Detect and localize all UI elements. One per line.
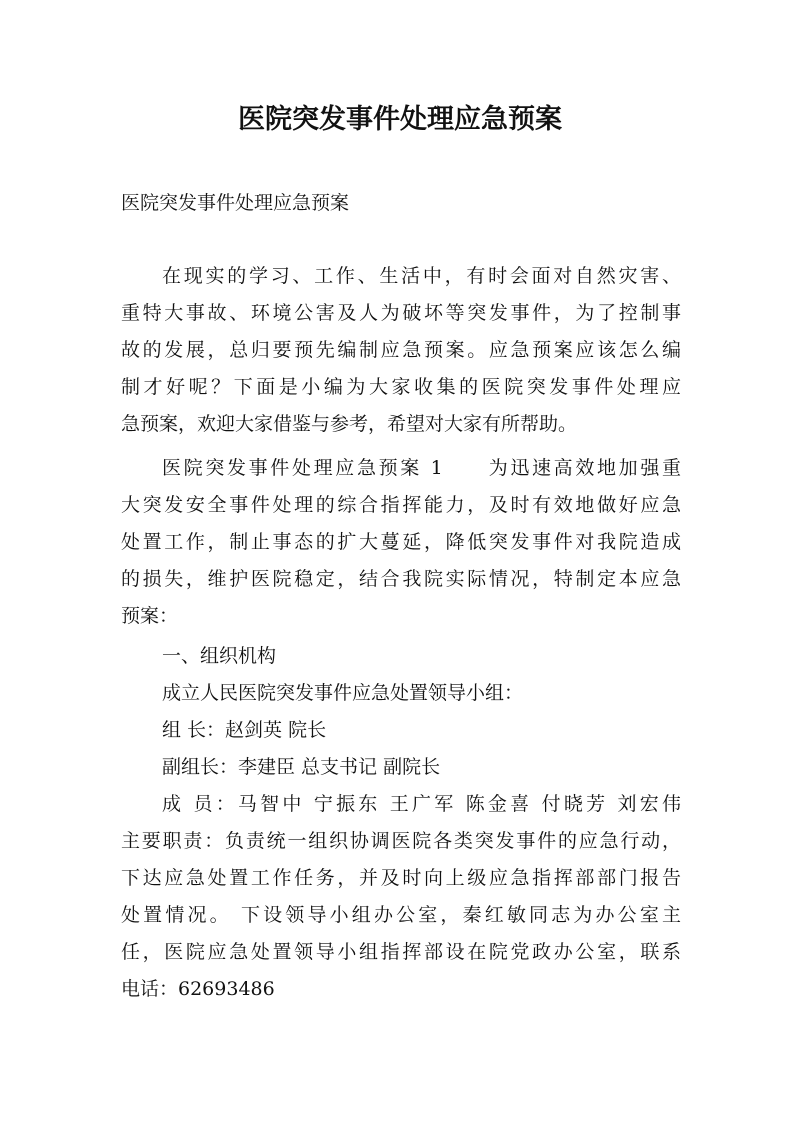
duty-line: 主要职责：负责统一组织协调医院各类突发事件的应急行动， <box>121 830 681 852</box>
duty-line: 电话：62693486 <box>121 978 275 1000</box>
group-leader: 组 长：赵剑英 院长 <box>162 719 327 741</box>
section1-paragraph <box>121 450 681 635</box>
document-title: 医院突发事件处理应急预案 <box>238 104 562 135</box>
intro-line: 故的发展，总归要预先编制应急预案。应急预案应该怎么编 <box>121 339 681 361</box>
section1-line: 预案： <box>121 605 179 627</box>
duty-paragraph <box>121 823 681 1008</box>
duty-line: 下达应急处置工作任务，并及时向上级应急指挥部部门报告 <box>121 867 681 889</box>
section1-line: 医院突发事件处理应急预案 1 为迅速高效地加强重 <box>162 457 681 479</box>
duty-line: 处置情况。 下设领导小组办公室，秦红敏同志为办公室主 <box>121 904 681 926</box>
intro-line: 急预案，欢迎大家借鉴与参考，希望对大家有所帮助。 <box>121 413 578 435</box>
organization-section <box>121 638 681 823</box>
vice-leader: 副组长：李建臣 总支书记 副院长 <box>162 756 441 778</box>
document-subtitle: 医院突发事件处理应急预案 <box>121 192 350 214</box>
intro-line: 制才好呢？下面是小编为大家收集的医院突发事件处理应 <box>121 376 681 398</box>
intro-line: 在现实的学习、工作、生活中，有时会面对自然灾害、 <box>162 265 681 287</box>
section1-line: 大突发安全事件处理的综合指挥能力，及时有效地做好应急 <box>121 494 681 516</box>
section1-line: 处置工作，制止事态的扩大蔓延，降低突发事件对我院造成 <box>121 531 681 553</box>
duty-line: 任，医院应急处置领导小组指挥部设在院党政办公室，联系 <box>121 941 681 963</box>
group-members: 成 员：马智中 宁振东 王广军 陈金喜 付晓芳 刘宏伟 <box>162 793 681 815</box>
intro-line: 重特大事故、环境公害及人为破坏等突发事件，为了控制事 <box>121 302 681 324</box>
section1-line: 的损失，维护医院稳定，结合我院实际情况，特制定本应急 <box>121 568 681 590</box>
org-group: 成立人民医院突发事件应急处置领导小组： <box>162 682 524 704</box>
org-heading: 一、组织机构 <box>162 645 277 667</box>
intro-paragraph <box>121 258 681 443</box>
